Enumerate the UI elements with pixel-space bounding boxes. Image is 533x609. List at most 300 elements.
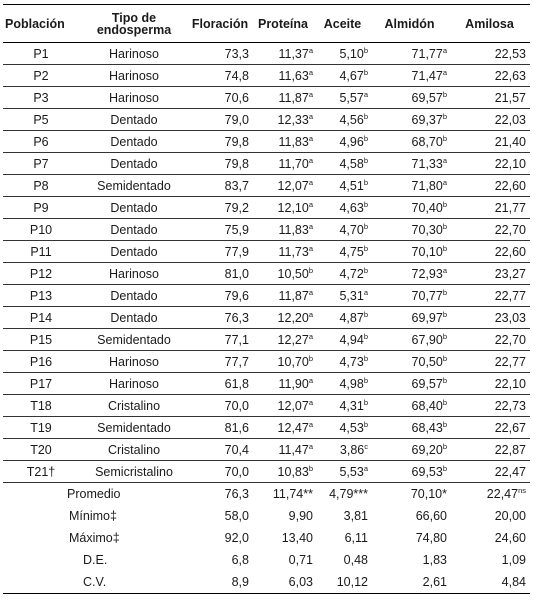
cell-tipo-endosperma xyxy=(79,109,189,131)
cell-amilosa-value: 22,87 xyxy=(494,442,526,457)
cell-floracion-value: 79,0 xyxy=(224,112,249,127)
table-row xyxy=(3,395,530,417)
cell-aceite-value: 4,56 xyxy=(339,112,364,127)
cell-tipo-endosperma xyxy=(79,417,189,439)
header-tipo-endosperma xyxy=(79,5,189,43)
cell-floracion xyxy=(189,131,251,153)
cell-almidon-group-letter: b xyxy=(442,243,447,253)
cell-proteina xyxy=(251,461,315,483)
cell-poblacion-value: P15 xyxy=(29,332,53,347)
table-summary xyxy=(3,483,530,594)
summary-almidon xyxy=(370,549,449,571)
cell-poblacion-value: P14 xyxy=(29,310,53,325)
cell-aceite xyxy=(315,461,370,483)
cell-amilosa-value: 22,03 xyxy=(494,112,526,127)
cell-aceite xyxy=(315,87,370,109)
cell-floracion xyxy=(189,241,251,263)
cell-amilosa-value: 23,27 xyxy=(494,266,526,281)
cell-proteina xyxy=(251,285,315,307)
cell-proteina-group-letter: a xyxy=(308,419,313,429)
cell-aceite-group-letter: c xyxy=(364,441,368,451)
cell-tipo-endosperma xyxy=(79,175,189,197)
cell-amilosa xyxy=(449,43,530,65)
data-table-container xyxy=(3,4,530,594)
cell-amilosa-value: 22,77 xyxy=(494,288,526,303)
cell-amilosa-value: 21,57 xyxy=(494,90,526,105)
cell-amilosa xyxy=(449,65,530,87)
cell-aceite-value: 3,86 xyxy=(339,442,365,457)
cell-poblacion-value: P12 xyxy=(29,266,53,281)
cell-almidon-group-letter: b xyxy=(442,441,447,451)
cell-aceite-value: 4,53 xyxy=(339,420,364,435)
cell-poblacion-value: P16 xyxy=(29,354,53,369)
cell-proteina-value: 11,87 xyxy=(278,90,309,105)
cell-poblacion-value: T18 xyxy=(30,398,52,413)
cell-proteina-value: 12,07 xyxy=(277,398,309,413)
cell-proteina-value: 11,63 xyxy=(278,68,309,83)
header-poblacion: Población xyxy=(3,5,79,43)
cell-aceite-group-letter: b xyxy=(363,397,368,407)
cell-floracion-value: 77,7 xyxy=(224,354,249,369)
cell-amilosa xyxy=(449,351,530,373)
cell-amilosa-value: 22,77 xyxy=(494,354,526,369)
cell-almidon-group-letter: b xyxy=(442,309,447,319)
cell-almidon xyxy=(370,131,449,153)
summary-floracion xyxy=(189,571,251,594)
cell-poblacion xyxy=(3,241,79,263)
cell-floracion-value: 79,6 xyxy=(224,288,249,303)
summary-aceite-significance: *** xyxy=(353,487,368,501)
cell-aceite-group-letter: a xyxy=(363,287,368,297)
cell-amilosa xyxy=(449,373,530,395)
summary-floracion-value: 6,8 xyxy=(231,553,249,567)
cell-aceite-value: 5,31 xyxy=(339,288,364,303)
cell-poblacion xyxy=(3,153,79,175)
cell-floracion xyxy=(189,373,251,395)
summary-amilosa xyxy=(449,571,530,594)
cell-amilosa xyxy=(449,307,530,329)
cell-almidon-group-letter: b xyxy=(442,199,447,209)
cell-almidon-value: 69,97 xyxy=(411,310,443,325)
summary-almidon xyxy=(370,571,449,594)
cell-aceite-group-letter: b xyxy=(363,67,368,77)
cell-aceite-value: 4,70 xyxy=(339,222,364,237)
cell-almidon-group-letter: b xyxy=(442,419,447,429)
cell-aceite-value: 4,87 xyxy=(339,310,364,325)
cell-almidon-value: 69,57 xyxy=(411,376,443,391)
cell-poblacion-value: T21† xyxy=(26,464,56,479)
cell-floracion-value: 79,8 xyxy=(224,156,249,171)
cell-almidon-value: 70,10 xyxy=(411,244,443,259)
cell-floracion xyxy=(189,329,251,351)
cell-almidon-value: 70,50 xyxy=(411,354,443,369)
cell-floracion xyxy=(189,197,251,219)
cell-floracion xyxy=(189,417,251,439)
cell-almidon-value: 70,77 xyxy=(411,288,443,303)
cell-almidon xyxy=(370,329,449,351)
cell-proteina-value: 12,07 xyxy=(277,178,309,193)
cell-proteina-value: 11,90 xyxy=(278,376,309,391)
cell-tipo-endosperma xyxy=(79,65,189,87)
cell-almidon xyxy=(370,153,449,175)
cell-aceite xyxy=(315,417,370,439)
header-floracion: Floración xyxy=(189,5,251,43)
summary-floracion-value: 92,0 xyxy=(224,531,249,545)
cell-floracion-value: 79,8 xyxy=(224,134,249,149)
cell-poblacion xyxy=(3,219,79,241)
cell-proteina-value: 10,50 xyxy=(277,266,309,281)
cell-proteina xyxy=(251,43,315,65)
summary-amilosa xyxy=(449,527,530,549)
cell-almidon-group-letter: b xyxy=(442,331,447,341)
cell-tipo-endosperma-value: Harinoso xyxy=(108,266,160,281)
cell-floracion xyxy=(189,109,251,131)
cell-aceite-group-letter: a xyxy=(363,89,368,99)
cell-poblacion-value: P8 xyxy=(33,178,49,193)
cell-aceite xyxy=(315,153,370,175)
cell-amilosa xyxy=(449,87,530,109)
cell-proteina xyxy=(251,109,315,131)
cell-tipo-endosperma-value: Dentado xyxy=(110,288,158,303)
summary-almidon-significance: * xyxy=(442,487,447,501)
cell-aceite-value: 4,96 xyxy=(339,134,364,149)
cell-almidon-group-letter: a xyxy=(442,177,447,187)
summary-almidon xyxy=(370,527,449,549)
cell-proteina-group-letter: a xyxy=(308,133,313,143)
cell-proteina xyxy=(251,219,315,241)
cell-amilosa xyxy=(449,329,530,351)
cell-amilosa-value: 22,10 xyxy=(494,156,526,171)
cell-floracion xyxy=(189,65,251,87)
cell-almidon-group-letter: a xyxy=(442,45,447,55)
cell-floracion xyxy=(189,219,251,241)
summary-floracion-value: 58,0 xyxy=(224,509,249,523)
cell-proteina-group-letter: a xyxy=(308,67,313,77)
cell-almidon xyxy=(370,417,449,439)
cell-aceite-group-letter: b xyxy=(363,221,368,231)
summary-floracion xyxy=(189,505,251,527)
header-row xyxy=(3,5,530,43)
cell-amilosa xyxy=(449,285,530,307)
cell-aceite-value: 4,73 xyxy=(339,354,364,369)
cell-almidon-group-letter: a xyxy=(442,265,447,275)
cell-amilosa-value: 22,63 xyxy=(494,68,526,83)
table-row xyxy=(3,65,530,87)
cell-tipo-endosperma-value: Dentado xyxy=(110,222,158,237)
cell-amilosa xyxy=(449,241,530,263)
table-row xyxy=(3,153,530,175)
cell-tipo-endosperma-value: Harinoso xyxy=(108,376,160,391)
cell-proteina-value: 11,87 xyxy=(278,288,309,303)
cell-aceite xyxy=(315,307,370,329)
cell-amilosa-value: 22,70 xyxy=(494,222,526,237)
cell-amilosa xyxy=(449,263,530,285)
cell-aceite-value: 4,51 xyxy=(339,178,364,193)
cell-poblacion xyxy=(3,395,79,417)
cell-floracion-value: 70,6 xyxy=(224,90,249,105)
summary-aceite-value: 4,79 xyxy=(329,487,354,501)
cell-amilosa xyxy=(449,109,530,131)
table-row xyxy=(3,131,530,153)
summary-label-cell xyxy=(3,483,189,506)
cell-amilosa xyxy=(449,461,530,483)
cell-poblacion xyxy=(3,329,79,351)
summary-floracion-value: 8,9 xyxy=(231,575,249,589)
cell-almidon-value: 72,93 xyxy=(411,266,443,281)
cell-tipo-endosperma-value: Dentado xyxy=(110,310,158,325)
summary-proteina-significance: ** xyxy=(303,487,313,501)
cell-aceite-group-letter: b xyxy=(363,199,368,209)
table-row xyxy=(3,175,530,197)
cell-poblacion xyxy=(3,417,79,439)
cell-poblacion-value: P1 xyxy=(33,46,49,61)
cell-tipo-endosperma xyxy=(79,43,189,65)
cell-almidon-value: 67,90 xyxy=(411,332,443,347)
summary-aceite-value: 6,11 xyxy=(344,531,368,545)
cell-tipo-endosperma-value: Semidentado xyxy=(97,420,171,435)
cell-almidon xyxy=(370,43,449,65)
cell-tipo-endosperma xyxy=(79,351,189,373)
cell-aceite-group-letter: b xyxy=(363,177,368,187)
cell-aceite xyxy=(315,43,370,65)
summary-proteina-value: 0,71 xyxy=(288,553,313,567)
summary-aceite xyxy=(315,549,370,571)
cell-proteina-value: 12,33 xyxy=(277,112,309,127)
summary-amilosa xyxy=(449,505,530,527)
cell-aceite xyxy=(315,197,370,219)
summary-amilosa-significance: ns xyxy=(518,486,526,495)
cell-almidon-value: 69,20 xyxy=(411,442,443,457)
cell-tipo-endosperma xyxy=(79,373,189,395)
cell-amilosa xyxy=(449,175,530,197)
summary-amilosa-value: 22,47 xyxy=(486,487,519,501)
cell-floracion xyxy=(189,263,251,285)
cell-proteina xyxy=(251,153,315,175)
cell-proteina-group-letter: a xyxy=(308,331,313,341)
cell-proteina-value: 12,47 xyxy=(277,420,309,435)
cell-aceite-group-letter: b xyxy=(363,265,368,275)
cell-almidon xyxy=(370,219,449,241)
cell-proteina-value: 11,83 xyxy=(278,222,309,237)
cell-almidon xyxy=(370,439,449,461)
cell-floracion xyxy=(189,175,251,197)
summary-floracion-value: 76,3 xyxy=(224,487,249,501)
cell-poblacion-value: P9 xyxy=(33,200,49,215)
cell-floracion xyxy=(189,87,251,109)
cell-proteina xyxy=(251,263,315,285)
cell-floracion xyxy=(189,43,251,65)
summary-label: Promedio xyxy=(67,487,121,501)
cell-proteina-value: 11,73 xyxy=(278,244,309,259)
header-amilosa: Amilosa xyxy=(449,5,530,43)
cell-proteina-group-letter: a xyxy=(308,397,313,407)
cell-proteina-value: 10,83 xyxy=(277,464,309,479)
cell-aceite-group-letter: b xyxy=(363,353,368,363)
cell-aceite-group-letter: b xyxy=(363,309,368,319)
table-row xyxy=(3,351,530,373)
cell-tipo-endosperma xyxy=(79,329,189,351)
header-aceite: Aceite xyxy=(315,5,370,43)
cell-almidon xyxy=(370,109,449,131)
cell-aceite xyxy=(315,263,370,285)
cell-aceite-group-letter: b xyxy=(363,419,368,429)
summary-almidon xyxy=(370,505,449,527)
table-row xyxy=(3,241,530,263)
cell-floracion xyxy=(189,351,251,373)
summary-floracion xyxy=(189,483,251,506)
cell-almidon xyxy=(370,461,449,483)
cell-almidon-group-letter: a xyxy=(442,155,447,165)
summary-label-cell xyxy=(3,571,189,594)
cell-proteina-group-letter: a xyxy=(308,155,313,165)
cell-almidon-value: 71,80 xyxy=(411,178,443,193)
cell-almidon xyxy=(370,65,449,87)
summary-proteina xyxy=(251,549,315,571)
cell-poblacion xyxy=(3,461,79,483)
cell-floracion xyxy=(189,153,251,175)
summary-amilosa xyxy=(449,549,530,571)
cell-proteina xyxy=(251,329,315,351)
cell-poblacion xyxy=(3,65,79,87)
summary-proteina-value: 6,03 xyxy=(288,575,313,589)
table-row xyxy=(3,263,530,285)
header-almidon: Almidón xyxy=(370,5,449,43)
cell-tipo-endosperma xyxy=(79,131,189,153)
cell-proteina-value: 12,10 xyxy=(277,200,309,215)
cell-tipo-endosperma xyxy=(79,197,189,219)
cell-floracion-value: 77,1 xyxy=(224,332,249,347)
cell-amilosa xyxy=(449,395,530,417)
cell-tipo-endosperma-value: Harinoso xyxy=(108,46,160,61)
cell-floracion xyxy=(189,285,251,307)
cell-almidon-group-letter: b xyxy=(442,463,447,473)
cell-aceite-value: 4,31 xyxy=(339,398,364,413)
cell-floracion-value: 83,7 xyxy=(224,178,249,193)
cell-poblacion xyxy=(3,263,79,285)
summary-row xyxy=(3,571,530,594)
summary-label-cell xyxy=(3,505,189,527)
cell-amilosa-value: 22,47 xyxy=(494,464,526,479)
summary-proteina-value: 11,74 xyxy=(272,487,304,501)
cell-almidon-group-letter: b xyxy=(442,353,447,363)
cell-proteina-value: 11,70 xyxy=(278,156,309,171)
cell-poblacion xyxy=(3,197,79,219)
cell-aceite-value: 5,57 xyxy=(339,90,364,105)
cell-almidon-value: 70,40 xyxy=(411,200,443,215)
cell-proteina xyxy=(251,175,315,197)
cell-tipo-endosperma xyxy=(79,461,189,483)
cell-poblacion xyxy=(3,351,79,373)
cell-almidon xyxy=(370,175,449,197)
cell-tipo-endosperma xyxy=(79,219,189,241)
cell-amilosa xyxy=(449,417,530,439)
cell-amilosa-value: 21,77 xyxy=(494,200,526,215)
cell-proteina-group-letter: a xyxy=(308,287,313,297)
summary-proteina xyxy=(251,505,315,527)
cell-aceite-group-letter: b xyxy=(363,155,368,165)
cell-aceite xyxy=(315,285,370,307)
cell-poblacion-value: P7 xyxy=(33,156,49,171)
cell-tipo-endosperma-value: Harinoso xyxy=(108,90,160,105)
table-row xyxy=(3,417,530,439)
cell-amilosa-value: 22,60 xyxy=(494,244,526,259)
cell-proteina-group-letter: a xyxy=(308,199,313,209)
cell-almidon xyxy=(370,285,449,307)
summary-aceite-value: 3,81 xyxy=(343,509,368,523)
summary-floracion xyxy=(189,549,251,571)
cell-floracion-value: 61,8 xyxy=(224,376,249,391)
cell-aceite-value: 5,53 xyxy=(339,464,364,479)
cell-tipo-endosperma-value: Semidentado xyxy=(97,178,171,193)
summary-aceite-value: 0,48 xyxy=(343,553,368,567)
cell-almidon-group-letter: a xyxy=(442,67,447,77)
cell-aceite xyxy=(315,373,370,395)
cell-poblacion-value: P6 xyxy=(33,134,49,149)
cell-almidon-group-letter: b xyxy=(442,397,447,407)
cell-almidon xyxy=(370,395,449,417)
cell-tipo-endosperma xyxy=(79,439,189,461)
cell-aceite-value: 4,58 xyxy=(339,156,364,171)
cell-tipo-endosperma-value: Cristalino xyxy=(107,442,161,457)
summary-aceite xyxy=(315,505,370,527)
cell-proteina xyxy=(251,373,315,395)
cell-almidon xyxy=(370,241,449,263)
cell-aceite xyxy=(315,241,370,263)
summary-proteina-value: 13,40 xyxy=(281,531,313,545)
summary-label: C.V. xyxy=(83,575,107,589)
cell-proteina-group-letter: a xyxy=(308,45,313,55)
cell-proteina-group-letter: a xyxy=(308,441,313,451)
summary-row xyxy=(3,549,530,571)
cell-floracion xyxy=(189,439,251,461)
cell-poblacion-value: T19 xyxy=(30,420,52,435)
cell-poblacion xyxy=(3,175,79,197)
summary-row xyxy=(3,483,530,506)
summary-almidon-value: 74,80 xyxy=(415,531,447,545)
cell-almidon-group-letter: b xyxy=(442,89,447,99)
header-proteina: Proteína xyxy=(251,5,315,43)
summary-amilosa xyxy=(449,483,530,506)
cell-floracion-value: 76,3 xyxy=(224,310,249,325)
cell-amilosa-value: 23,03 xyxy=(494,310,526,325)
summary-aceite xyxy=(315,571,370,594)
cell-tipo-endosperma xyxy=(79,285,189,307)
cell-aceite-group-letter: a xyxy=(363,463,368,473)
cell-floracion-value: 74,8 xyxy=(224,68,249,83)
cell-amilosa xyxy=(449,131,530,153)
cell-almidon-group-letter: b xyxy=(442,375,447,385)
cell-proteina-group-letter: b xyxy=(308,353,313,363)
cell-proteina-group-letter: a xyxy=(308,111,313,121)
cell-proteina xyxy=(251,241,315,263)
cell-aceite xyxy=(315,439,370,461)
cell-almidon-value: 68,40 xyxy=(411,398,443,413)
cell-amilosa-value: 21,40 xyxy=(494,134,526,149)
cell-tipo-endosperma-value: Harinoso xyxy=(108,354,160,369)
table-row xyxy=(3,197,530,219)
summary-label-cell xyxy=(3,527,189,549)
table-row xyxy=(3,461,530,483)
summary-proteina xyxy=(251,527,315,549)
population-table xyxy=(3,4,530,594)
cell-tipo-endosperma-value: Harinoso xyxy=(108,68,160,83)
cell-proteina xyxy=(251,197,315,219)
summary-label-cell xyxy=(3,549,189,571)
table-row xyxy=(3,329,530,351)
summary-amilosa-value: 20,00 xyxy=(494,509,526,523)
cell-tipo-endosperma xyxy=(79,307,189,329)
cell-aceite-group-letter: b xyxy=(363,331,368,341)
